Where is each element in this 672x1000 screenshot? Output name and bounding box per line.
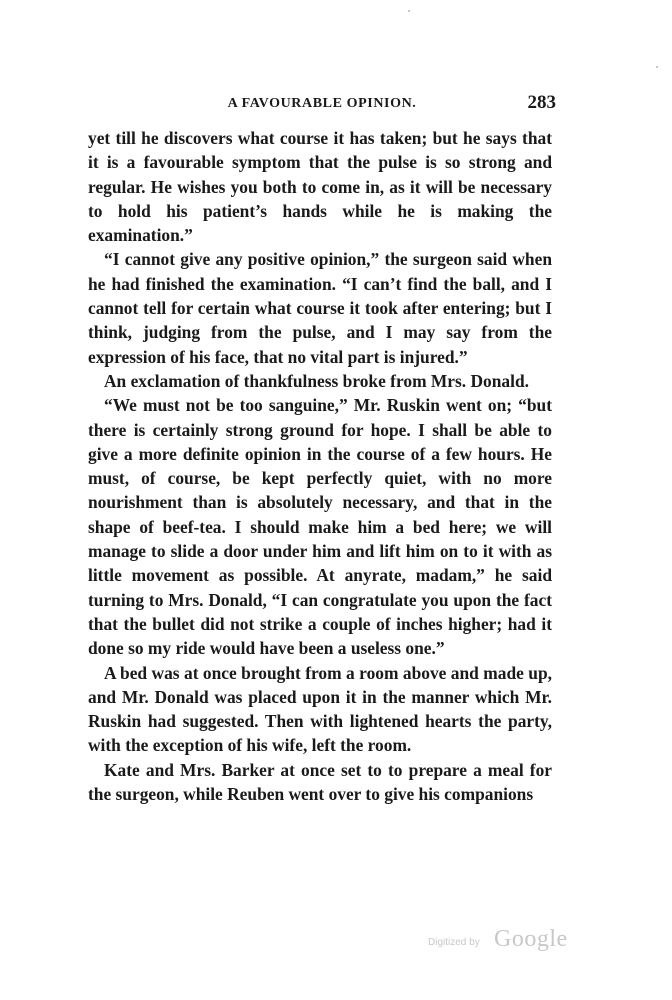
running-title: A FAVOURABLE OPINION. [227, 96, 417, 111]
google-logo: Google [494, 926, 568, 952]
scan-speck [656, 66, 658, 68]
digitization-watermark [428, 926, 588, 956]
paragraph: yet till he discovers what course it has taken; but he says that it is a favourable symptom that the pulse is so strong and regular. He wishes you both to come in, as it will be necessary to hold his patient’s hands while he is making the examination.” [88, 128, 552, 246]
scan-speck [408, 10, 410, 12]
page-number: 283 [527, 92, 556, 113]
body-text [88, 126, 552, 806]
paragraph: Kate and Mrs. Barker at once set to to prepare a meal for the surgeon, while Reuben went over to give his companions [88, 759, 552, 805]
paragraph: “I cannot give any positive opinion,” the surgeon said when he had finished the examination. “I can’t find the ball, and I cannot tell for certain what course it took after entering; but I think, judging from the pulse, and I may say from the expression of his face, that no vital part is injured.” [88, 249, 552, 367]
paragraph: An exclamation of thankfulness broke from Mrs. Donald. [104, 370, 529, 391]
watermark-prefix: Digitized by [428, 937, 480, 948]
running-header [88, 92, 556, 116]
paragraph: “We must not be too sanguine,” Mr. Ruskin went on; “but there is certainly strong ground for hope. I shall be able to give a more definite opinion in the course of a few hours. He must, of course, be kept perfectly quiet, with no more nourishment than is absolutely necessary, and that in the shape of beef-tea. I should make him a bed here; we will manage to slide a door under him and lift him on to it with as little movement as possible. At anyrate, madam,” he said turning to Mrs. Donald, “I can congratulate you upon the fact that the bullet did not strike a couple of inches higher; had it done so my ride would have been a useless one.” [88, 395, 552, 659]
paragraph: A bed was at once brought from a room above and made up, and Mr. Donald was placed upon it in the manner which Mr. Ruskin had suggested. Then with lightened hearts the party, with the exception of his wife, left the room. [88, 662, 552, 756]
